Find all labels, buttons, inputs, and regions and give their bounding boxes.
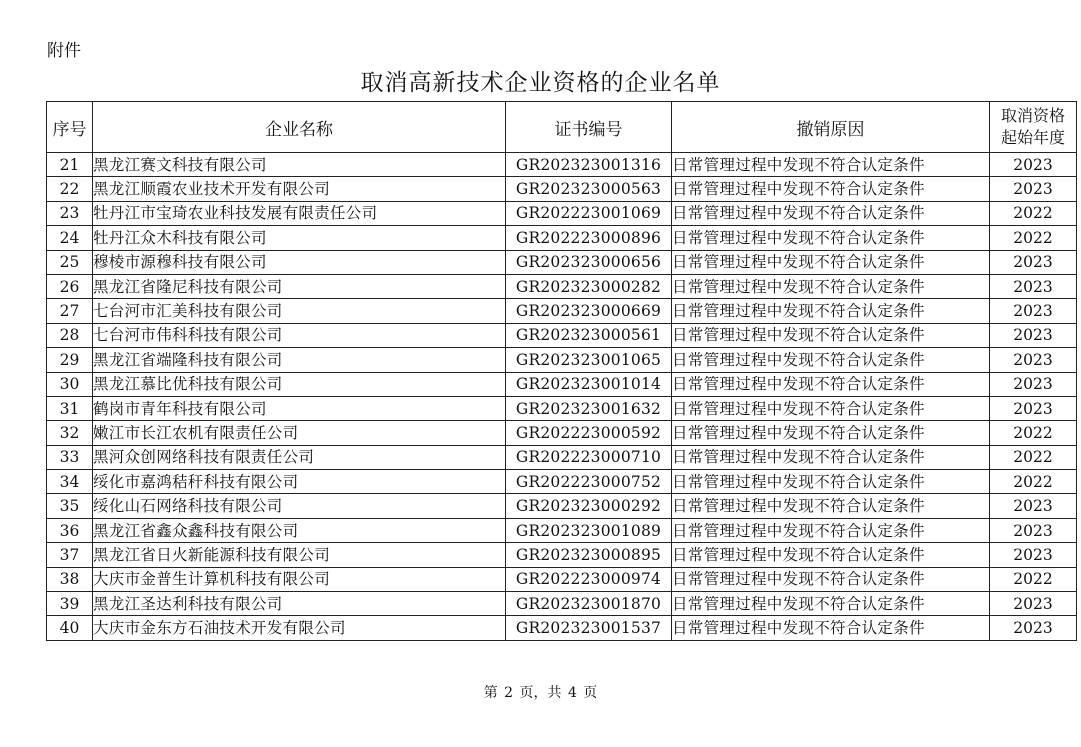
table-row <box>47 494 1077 518</box>
row-company-name: 黑龙江圣达利科技有限公司 <box>93 592 506 616</box>
row-serial-no: 26 <box>47 274 93 298</box>
row-certificate-no: GR202223000896 <box>506 226 672 250</box>
row-revocation-reason: 日常管理过程中发现不符合认定条件 <box>672 592 990 616</box>
row-revocation-reason: 日常管理过程中发现不符合认定条件 <box>672 372 990 396</box>
row-certificate-no: GR202223000710 <box>506 445 672 469</box>
row-certificate-no: GR202323001870 <box>506 592 672 616</box>
row-revocation-reason: 日常管理过程中发现不符合认定条件 <box>672 348 990 372</box>
row-revocation-reason: 日常管理过程中发现不符合认定条件 <box>672 445 990 469</box>
row-serial-no: 37 <box>47 543 93 567</box>
row-revocation-reason: 日常管理过程中发现不符合认定条件 <box>672 396 990 420</box>
row-serial-no: 28 <box>47 323 93 347</box>
page-footer: 第 2 页，共 4 页 <box>483 685 598 701</box>
row-company-name: 黑龙江慕比优科技有限公司 <box>93 372 506 396</box>
table-row <box>47 592 1077 616</box>
table-row <box>47 518 1077 542</box>
row-serial-no: 21 <box>47 153 93 177</box>
row-start-year: 2022 <box>990 201 1077 225</box>
row-company-name: 黑河众创网络科技有限责任公司 <box>93 445 506 469</box>
row-start-year: 2023 <box>990 250 1077 274</box>
row-serial-no: 35 <box>47 494 93 518</box>
row-start-year: 2023 <box>990 396 1077 420</box>
row-start-year: 2023 <box>990 518 1077 542</box>
table-row <box>47 250 1077 274</box>
row-serial-no: 23 <box>47 201 93 225</box>
row-company-name: 黑龙江顺霞农业技术开发有限公司 <box>93 177 506 201</box>
row-serial-no: 29 <box>47 348 93 372</box>
row-serial-no: 24 <box>47 226 93 250</box>
row-company-name: 黑龙江省端隆科技有限公司 <box>93 348 506 372</box>
row-certificate-no: GR202323000669 <box>506 299 672 323</box>
row-company-name: 鹤岗市青年科技有限公司 <box>93 396 506 420</box>
row-certificate-no: GR202223000974 <box>506 567 672 591</box>
row-serial-no: 33 <box>47 445 93 469</box>
row-certificate-no: GR202323000895 <box>506 543 672 567</box>
row-certificate-no: GR202323000282 <box>506 274 672 298</box>
row-certificate-no: GR202323000656 <box>506 250 672 274</box>
table-row <box>47 299 1077 323</box>
row-start-year: 2023 <box>990 274 1077 298</box>
row-revocation-reason: 日常管理过程中发现不符合认定条件 <box>672 543 990 567</box>
row-company-name: 七台河市伟科科技有限公司 <box>93 323 506 347</box>
row-serial-no: 40 <box>47 616 93 640</box>
row-revocation-reason: 日常管理过程中发现不符合认定条件 <box>672 177 990 201</box>
row-company-name: 黑龙江省隆尼科技有限公司 <box>93 274 506 298</box>
row-start-year: 2023 <box>990 616 1077 640</box>
table-row <box>47 470 1077 494</box>
row-serial-no: 22 <box>47 177 93 201</box>
table-row <box>47 396 1077 420</box>
row-company-name: 穆棱市源穆科技有限公司 <box>93 250 506 274</box>
header-serial-no: 序号 <box>47 102 93 153</box>
row-start-year: 2023 <box>990 299 1077 323</box>
table-row <box>47 201 1077 225</box>
row-start-year: 2023 <box>990 153 1077 177</box>
row-revocation-reason: 日常管理过程中发现不符合认定条件 <box>672 518 990 542</box>
row-revocation-reason: 日常管理过程中发现不符合认定条件 <box>672 470 990 494</box>
row-company-name: 绥化市嘉鸿秸秆科技有限公司 <box>93 470 506 494</box>
row-revocation-reason: 日常管理过程中发现不符合认定条件 <box>672 153 990 177</box>
row-start-year: 2023 <box>990 543 1077 567</box>
row-start-year: 2023 <box>990 592 1077 616</box>
row-start-year: 2023 <box>990 177 1077 201</box>
row-certificate-no: GR202323001316 <box>506 153 672 177</box>
row-certificate-no: GR202323000563 <box>506 177 672 201</box>
row-serial-no: 36 <box>47 518 93 542</box>
row-company-name: 牡丹江众木科技有限公司 <box>93 226 506 250</box>
row-revocation-reason: 日常管理过程中发现不符合认定条件 <box>672 299 990 323</box>
row-revocation-reason: 日常管理过程中发现不符合认定条件 <box>672 494 990 518</box>
table-row <box>47 421 1077 445</box>
row-revocation-reason: 日常管理过程中发现不符合认定条件 <box>672 421 990 445</box>
row-certificate-no: GR202223001069 <box>506 201 672 225</box>
row-certificate-no: GR202223000752 <box>506 470 672 494</box>
header-start-year-line2: 起始年度 <box>1000 128 1065 147</box>
row-revocation-reason: 日常管理过程中发现不符合认定条件 <box>672 226 990 250</box>
row-revocation-reason: 日常管理过程中发现不符合认定条件 <box>672 201 990 225</box>
document-title: 取消高新技术企业资格的企业名单 <box>360 70 721 96</box>
row-company-name: 大庆市金普生计算机科技有限公司 <box>93 567 506 591</box>
row-company-name: 黑龙江省鑫众鑫科技有限公司 <box>93 518 506 542</box>
table-row <box>47 274 1077 298</box>
row-revocation-reason: 日常管理过程中发现不符合认定条件 <box>672 274 990 298</box>
row-company-name: 黑龙江赛文科技有限公司 <box>93 153 506 177</box>
table-row <box>47 348 1077 372</box>
row-certificate-no: GR202223000592 <box>506 421 672 445</box>
row-certificate-no: GR202323000292 <box>506 494 672 518</box>
header-start-year <box>990 102 1077 153</box>
row-start-year: 2022 <box>990 226 1077 250</box>
row-start-year: 2022 <box>990 470 1077 494</box>
table-row <box>47 372 1077 396</box>
row-start-year: 2023 <box>990 348 1077 372</box>
row-start-year: 2023 <box>990 494 1077 518</box>
table-row <box>47 226 1077 250</box>
row-company-name: 七台河市汇美科技有限公司 <box>93 299 506 323</box>
row-revocation-reason: 日常管理过程中发现不符合认定条件 <box>672 567 990 591</box>
table-row <box>47 445 1077 469</box>
row-company-name: 黑龙江省日火新能源科技有限公司 <box>93 543 506 567</box>
row-start-year: 2023 <box>990 372 1077 396</box>
row-start-year: 2022 <box>990 421 1077 445</box>
row-serial-no: 25 <box>47 250 93 274</box>
row-serial-no: 39 <box>47 592 93 616</box>
row-certificate-no: GR202323001632 <box>506 396 672 420</box>
row-start-year: 2023 <box>990 323 1077 347</box>
table-header-row <box>47 102 1077 153</box>
row-serial-no: 31 <box>47 396 93 420</box>
row-certificate-no: GR202323001065 <box>506 348 672 372</box>
row-serial-no: 27 <box>47 299 93 323</box>
row-certificate-no: GR202323001089 <box>506 518 672 542</box>
row-company-name: 大庆市金东方石油技术开发有限公司 <box>93 616 506 640</box>
table-row <box>47 153 1077 177</box>
row-certificate-no: GR202323001014 <box>506 372 672 396</box>
row-serial-no: 34 <box>47 470 93 494</box>
row-revocation-reason: 日常管理过程中发现不符合认定条件 <box>672 323 990 347</box>
table-row <box>47 567 1077 591</box>
row-revocation-reason: 日常管理过程中发现不符合认定条件 <box>672 616 990 640</box>
row-company-name: 嫩江市长江农机有限责任公司 <box>93 421 506 445</box>
row-serial-no: 32 <box>47 421 93 445</box>
row-company-name: 牡丹江市宝琦农业科技发展有限责任公司 <box>93 201 506 225</box>
row-start-year: 2022 <box>990 445 1077 469</box>
row-serial-no: 38 <box>47 567 93 591</box>
company-list-table <box>46 101 1077 641</box>
header-certificate-no: 证书编号 <box>506 102 672 153</box>
header-start-year-line1: 取消资格 <box>1000 106 1065 125</box>
row-start-year: 2022 <box>990 567 1077 591</box>
row-revocation-reason: 日常管理过程中发现不符合认定条件 <box>672 250 990 274</box>
table-row <box>47 323 1077 347</box>
row-certificate-no: GR202323000561 <box>506 323 672 347</box>
header-company-name: 企业名称 <box>93 102 506 153</box>
row-serial-no: 30 <box>47 372 93 396</box>
annex-label: 附件 <box>47 41 81 61</box>
table-row <box>47 177 1077 201</box>
row-certificate-no: GR202323001537 <box>506 616 672 640</box>
row-company-name: 绥化山石网络科技有限公司 <box>93 494 506 518</box>
table-row <box>47 616 1077 640</box>
header-revocation-reason: 撤销原因 <box>672 102 990 153</box>
table-row <box>47 543 1077 567</box>
